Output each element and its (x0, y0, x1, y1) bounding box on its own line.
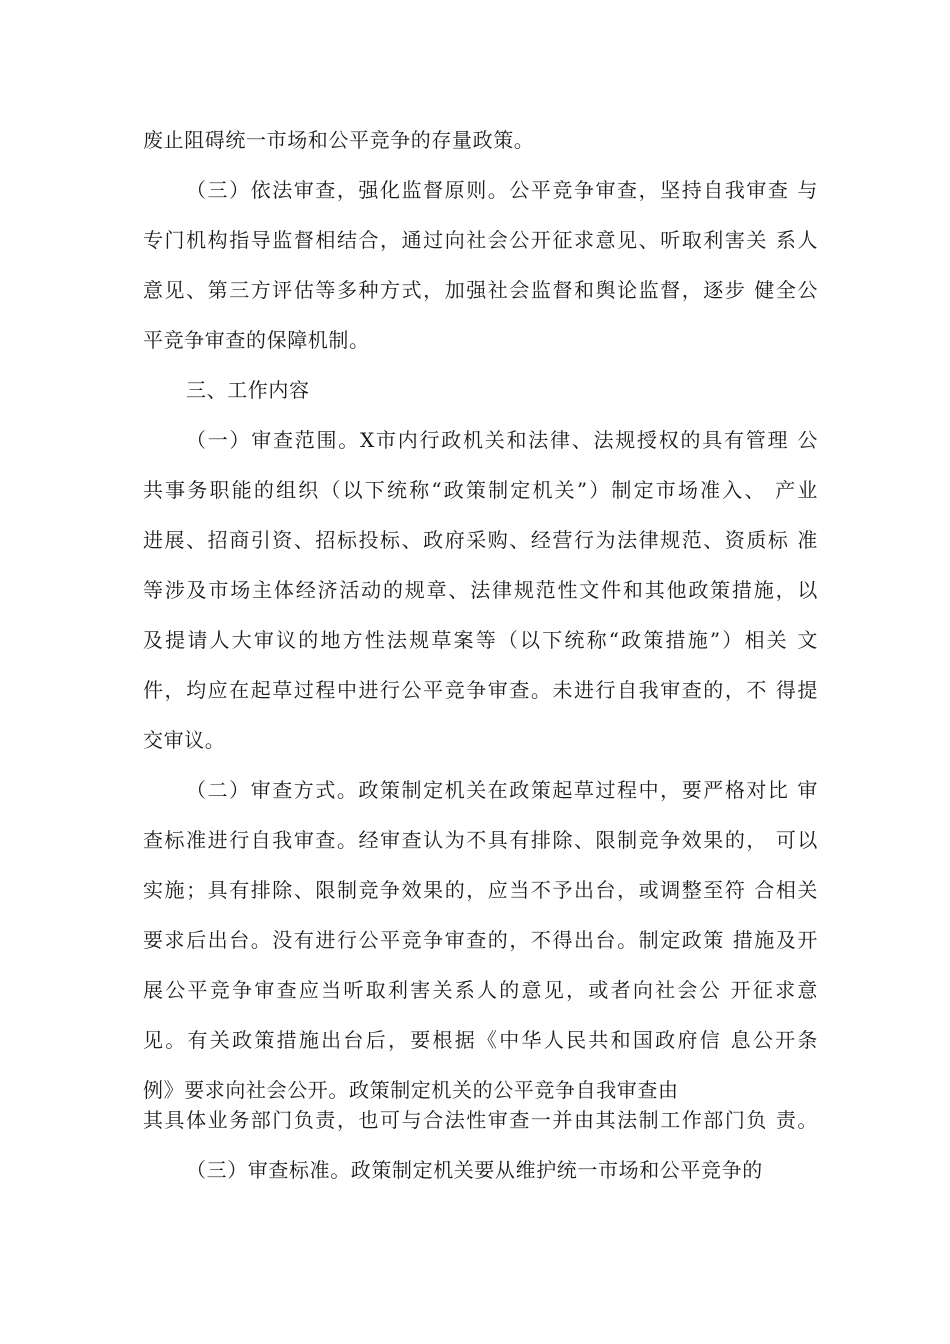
paragraph-text-line: （一）审查范围。X市内行政机关和法律、法规授权的具有管理 公 (186, 428, 818, 452)
text-line: 废止阻碍统一市场和公平竞争的存量政策。 (143, 128, 535, 152)
paragraph-text-line: 交审议。 (143, 728, 226, 752)
paragraph-text-line: 要求后出台。没有进行公平竞争审查的，不得出台。制定政策 措施及开 (143, 928, 818, 952)
section-heading: 三、工作内容 (186, 378, 310, 402)
paragraph-text-line: 进展、招商引资、招标投标、政府采购、经营行为法律规范、资质标 准 (143, 528, 818, 552)
paragraph-text-line: 例》要求向社会公开。政策制定机关的公平竞争自我审查由 (143, 1078, 679, 1102)
paragraph-text-line: 意见、第三方评估等多种方式，加强社会监督和舆论监督，逐步 健全公 (143, 278, 818, 302)
paragraph-text-line: 及提请人大审议的地方性法规草案等（以下统称“政策措施”）相关 文 (143, 628, 818, 652)
paragraph-text-line: 平竞争审查的保障机制。 (143, 328, 370, 352)
paragraph-text-line: 专门机构指导监督相结合，通过向社会公开征求意见、听取利害关 系人 (143, 228, 818, 252)
paragraph-text-line: 见。有关政策措施出台后，要根据《中华人民共和国政府信 息公开条 (143, 1028, 818, 1052)
paragraph-text-line: （三）审查标准。政策制定机关要从维护统一市场和公平竞争的 (186, 1158, 763, 1182)
paragraph-text-line: 实施；具有排除、限制竞争效果的，应当不予出台，或调整至符 合相关 (143, 878, 818, 902)
paragraph-text-line: 等涉及市场主体经济活动的规章、法律规范性文件和其他政策措施，以 (143, 578, 818, 602)
paragraph-text-line: 查标准进行自我审查。经审查认为不具有排除、限制竞争效果的， 可以 (143, 828, 818, 852)
paragraph-text-line: 展公平竞争审查应当听取利害关系人的意见，或者向社会公 开征求意 (143, 978, 818, 1002)
paragraph-text-line: （二）审查方式。政策制定机关在政策起草过程中，要严格对比 审 (186, 778, 818, 802)
paragraph-text-line: 件，均应在起草过程中进行公平竞争审查。未进行自我审查的，不 得提 (143, 678, 818, 702)
paragraph-text-line: （三）依法审查，强化监督原则。公平竞争审查，坚持自我审查 与 (186, 178, 818, 202)
paragraph-text-line: 其具体业务部门负责，也可与合法性审查一并由其法制工作部门负 责。 (143, 1108, 818, 1132)
paragraph-text-line: 共事务职能的组织（以下统称“政策制定机关”）制定市场准入、 产业 (143, 478, 818, 502)
